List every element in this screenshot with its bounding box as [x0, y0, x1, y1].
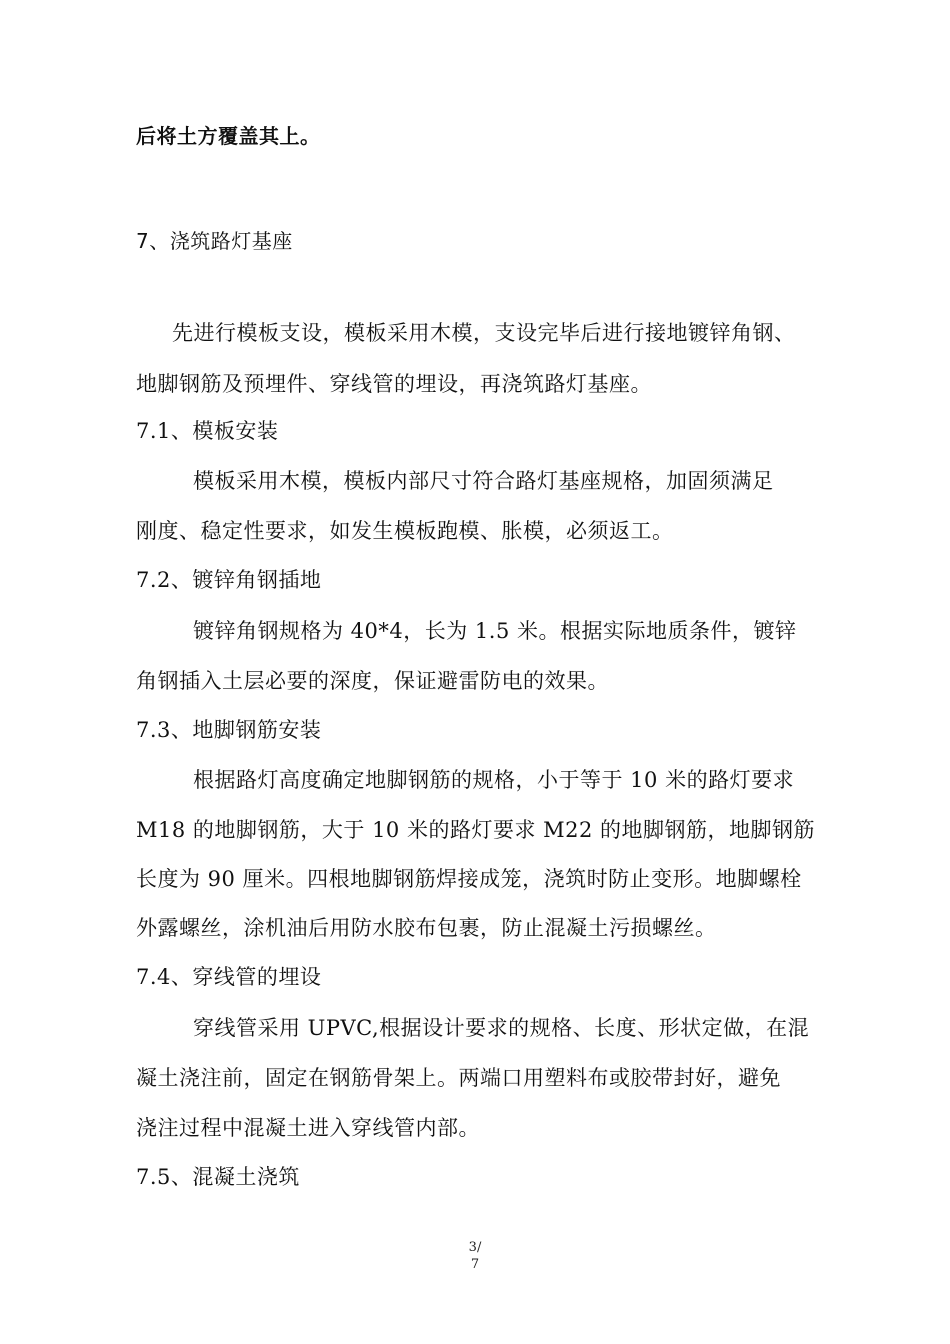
s73-line-4: 外露螺丝，涂机油后用防水胶布包裹，防止混凝土污损螺丝。: [136, 916, 717, 940]
s71-line-1: 模板采用木模，模板内部尺寸符合路灯基座规格，加固须满足: [193, 469, 774, 493]
subsection-heading-7-1: 7.1、模板安装: [136, 419, 279, 443]
page-number-bottom: 7: [470, 1257, 480, 1272]
subsection-heading-7-4: 7.4、穿线管的埋设: [136, 965, 322, 989]
paragraph-continuation: 后将土方覆盖其上。: [136, 124, 321, 148]
s74-line-3: 浇注过程中混凝土进入穿线管内部。: [136, 1116, 480, 1140]
subsection-heading-7-3: 7.3、地脚钢筋安装: [136, 718, 322, 742]
page-number-top: 3/: [468, 1240, 482, 1255]
section-heading-7: 7、浇筑路灯基座: [136, 229, 293, 253]
s72-line-2: 角钢插入土层必要的深度，保证避雷防电的效果。: [136, 669, 609, 693]
s71-line-2: 刚度、稳定性要求，如发生模板跑模、胀模，必须返工。: [136, 519, 674, 543]
s72-line-1: 镀锌角钢规格为 40*4，长为 1.5 米。根据实际地质条件，镀锌: [193, 619, 797, 643]
intro-line-1: 先进行模板支设，模板采用木模，支设完毕后进行接地镀锌角钢、: [172, 321, 796, 345]
s73-line-1: 根据路灯高度确定地脚钢筋的规格，小于等于 10 米的路灯要求: [193, 768, 795, 792]
s74-line-2: 凝土浇注前，固定在钢筋骨架上。两端口用塑料布或胶带封好，避免: [136, 1066, 781, 1090]
subsection-heading-7-5: 7.5、混凝土浇筑: [136, 1165, 300, 1189]
s74-line-1: 穿线管采用 UPVC,根据设计要求的规格、长度、形状定做，在混: [193, 1016, 810, 1040]
s73-line-3: 长度为 90 厘米。四根地脚钢筋焊接成笼，浇筑时防止变形。地脚螺栓: [136, 867, 802, 891]
intro-line-2: 地脚钢筋及预埋件、穿线管的埋设，再浇筑路灯基座。: [136, 372, 652, 396]
s73-line-2: M18 的地脚钢筋，大于 10 米的路灯要求 M22 的地脚钢筋，地脚钢筋: [136, 818, 816, 842]
subsection-heading-7-2: 7.2、镀锌角钢插地: [136, 568, 322, 592]
